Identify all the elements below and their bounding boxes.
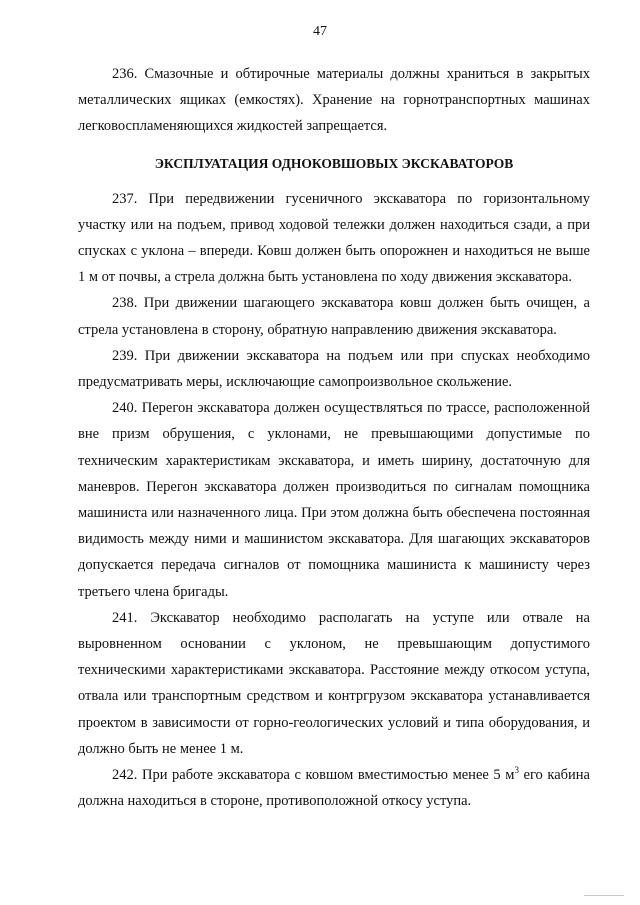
page-number: 47 <box>313 24 327 39</box>
paragraph-236: 236. Смазочные и обтирочные материалы должны храниться в закрытых металлических ящиках (емкостях). Хранение на горнотранспортных машинах легковоспламеняющихся жидкостей запрещается. <box>78 66 590 135</box>
section-heading: ЭКСПЛУАТАЦИЯ ОДНОКОВШОВЫХ ЭКСКАВАТОРОВ <box>154 155 514 171</box>
paragraph-240: 240. Перегон экскаватора должен осуществляться по трассе, расположенной вне призм обрушения, с уклонами, не превышающими допустимые по техническим характеристикам экскаватора, и иметь ширину, достаточную для маневров. Перегон экскаватора должен производиться по сигналам помощника машиниста или назначенного лица. При этом должна быть обеспечена постоянная видимость между ними и машинистом экскаватора. Для шагающих экскаваторов допускается передача сигналов от помощника машиниста к машинисту через третьего члена бригады. <box>78 400 590 600</box>
scan-edge-mark <box>584 895 624 896</box>
paragraph-242 <box>78 762 590 814</box>
paragraph-241: 241. Экскаватор необходимо располагать на уступе или отвале на выровненном основании с уклоном, не превышающим допустимого техническими характеристиками экскаватора. Расстояние между откосом уступа, отвала или транспортным средством и контргрузом экскаватора устанавливается проектом в зависимости от горно-геологических условий и типа оборудования, и должно быть не менее 1 м. <box>78 609 590 757</box>
paragraph-239: 239. При движении экскаватора на подъем или при спусках необходимо предусматривать меры, исключающие самопроизвольное скольжение. <box>78 347 590 391</box>
paragraph-242-superscript: 3 <box>514 765 519 776</box>
paragraph-242-text-start: 242. При работе экскаватора с ковшом вместимостью менее 5 м <box>112 767 515 784</box>
document-body <box>78 61 590 814</box>
paragraph-242-text-end: его кабина должна находиться в стороне, противоположной откосу уступа. <box>78 767 590 810</box>
paragraph-238: 238. При движении шагающего экскаватора ковш должен быть очищен, а стрела установлена в сторону, обратную направлению движения экскаватора. <box>78 295 590 338</box>
paragraph-237: 237. При передвижении гусеничного экскаватора по горизонтальному участку или на подъем, привод ходовой тележки должен находиться сзади, а при спусках с уклона – впереди. Ковш должен быть опорожнен и находиться не выше 1 м от почвы, а стрела должна быть установлена по ходу движения экскаватора. <box>78 190 590 286</box>
